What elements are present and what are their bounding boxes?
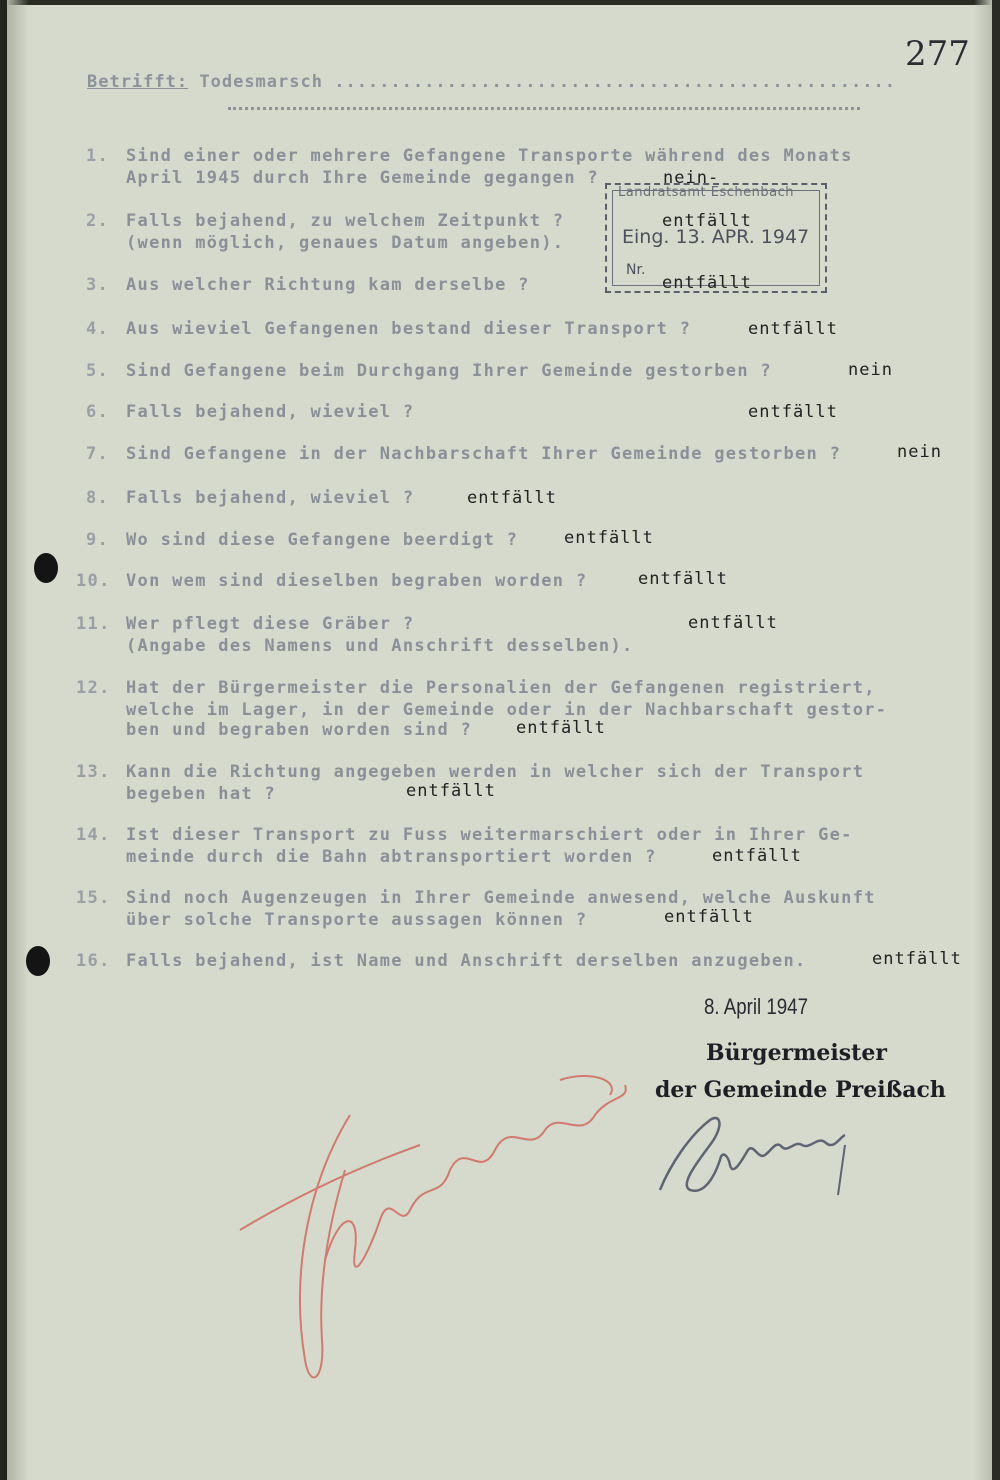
- subject-text: Todesmarsch: [199, 72, 323, 92]
- stamp-number: Nr.: [626, 262, 646, 278]
- question-3: 3. Aus welcher Richtung kam derselbe ?: [86, 275, 530, 295]
- document-date: 8. April 1947: [704, 994, 808, 1019]
- answer-4: entfällt: [748, 319, 838, 339]
- question-9: 9. Wo sind diese Gefangene beerdigt ?: [86, 530, 519, 550]
- question-16: 16. Falls bejahend, ist Name und Anschrift derselben anzugeben.: [76, 951, 807, 971]
- question-7: 7. Sind Gefangene in der Nachbarschaft Ihrer Gemeinde gestorben ?: [86, 444, 842, 464]
- answer-8: entfällt: [467, 488, 557, 508]
- question-6: 6. Falls bejahend, wieviel ?: [86, 402, 415, 422]
- question-11: 11. Wer pflegt diese Gräber ? (Angabe des Namens und Anschrift desselben).: [76, 614, 634, 656]
- question-2: 2. Falls bejahend, zu welchem Zeitpunkt ? (wenn möglich, genaues Datum angeben).: [86, 211, 565, 253]
- punch-hole-bottom: [26, 946, 50, 976]
- punch-hole-top: [34, 553, 58, 583]
- answer-7: nein: [897, 442, 942, 462]
- question-14: 14. Ist dieser Transport zu Fuss weitermarschiert oder in Ihrer Ge- meinde durch die Bahn abtransportiert worden ?: [76, 825, 853, 867]
- red-handwritten-signature: [230, 1060, 650, 1400]
- answer-1: nein-: [663, 168, 720, 188]
- paper-edge-shadow: [7, 0, 29, 1480]
- scan-border-top: [0, 0, 1000, 5]
- answer-15: entfällt: [664, 907, 754, 927]
- mayor-signature: [650, 1105, 860, 1215]
- answer-12: entfällt: [516, 718, 606, 738]
- answer-5: nein: [848, 360, 893, 380]
- scan-border-right: [992, 0, 1000, 1480]
- stamp-received-date: Eing. 13. APR. 1947: [622, 226, 810, 248]
- subject-label: Betrifft:: [87, 72, 189, 92]
- subject-line: [87, 72, 896, 92]
- question-13: 13. Kann die Richtung angegeben werden in welcher sich der Transport begeben hat ?: [76, 762, 865, 804]
- subject-dots: ..................................................: [334, 72, 896, 92]
- question-8: 8. Falls bejahend, wieviel ?: [86, 488, 415, 508]
- answer-9: entfällt: [564, 528, 654, 548]
- seal-title: Bürgermeister: [706, 1040, 887, 1066]
- answer-14: entfällt: [712, 846, 802, 866]
- seal-municipality: der Gemeinde Preißach: [655, 1077, 946, 1103]
- answer-10: entfällt: [638, 569, 728, 589]
- answer-3: entfällt: [662, 273, 752, 293]
- stamp-authority: Landratsamt Eschenbach: [618, 185, 794, 200]
- question-5: 5. Sind Gefangene beim Durchgang Ihrer Gemeinde gestorben ?: [86, 361, 772, 381]
- question-4: 4. Aus wieviel Gefangenen bestand dieser Transport ?: [86, 319, 692, 339]
- question-15: 15. Sind noch Augenzeugen in Ihrer Gemeinde anwesend, welche Auskunft über solche Transporte aussagen können ?: [76, 888, 876, 930]
- answer-11: entfällt: [688, 613, 778, 633]
- scan-border-left: [0, 0, 7, 1480]
- paper-edge-shadow-right: [974, 0, 992, 1480]
- question-12: 12. Hat der Bürgermeister die Personalien der Gefangenen registriert, welche im Lager, in der Gemeinde oder in der Nachbarschaft gestor- ben und begraben worden sind ?: [76, 678, 888, 740]
- page-number: 277: [905, 34, 970, 74]
- answer-13: entfällt: [406, 781, 496, 801]
- dotted-rule: [228, 107, 860, 110]
- answer-2: entfällt: [662, 211, 752, 231]
- question-1: 1. Sind einer oder mehrere Gefangene Transporte während des Monats April 1945 durch Ihre Gemeinde gegangen ?: [86, 146, 853, 188]
- answer-6: entfällt: [748, 402, 838, 422]
- answer-16: entfällt: [872, 949, 962, 969]
- question-10: 10. Von wem sind dieselben begraben worden ?: [76, 571, 588, 591]
